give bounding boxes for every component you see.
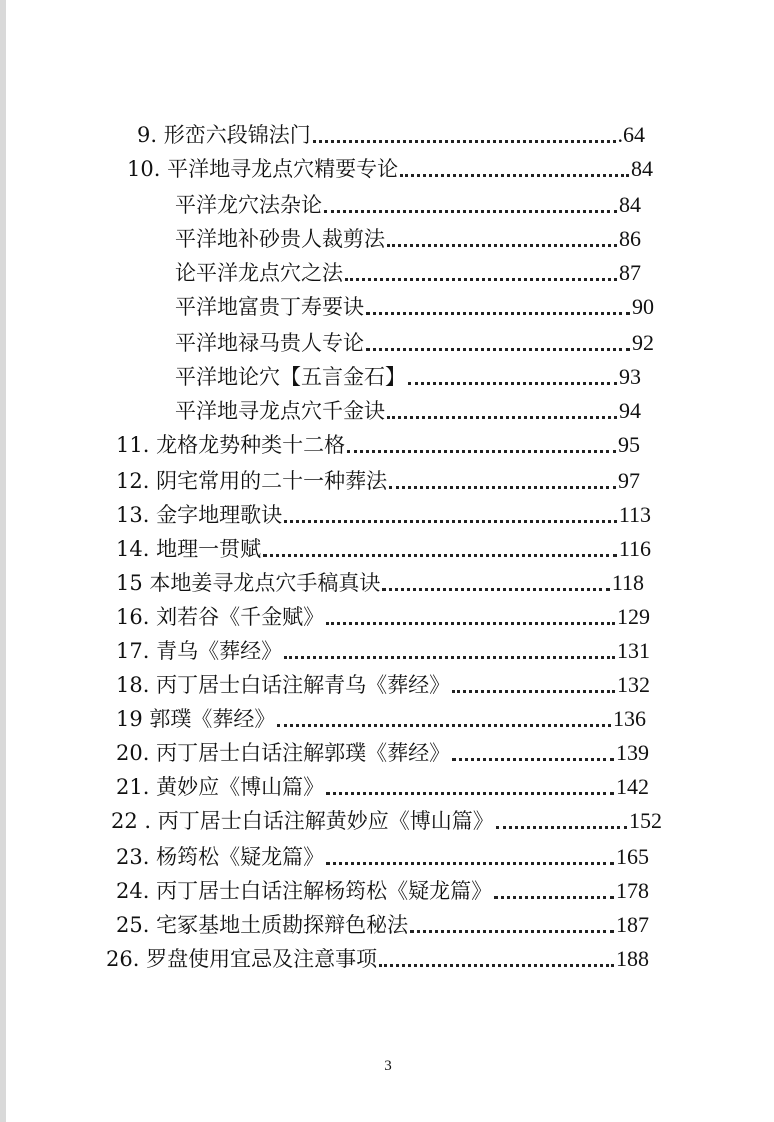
toc-entry-title: 26. 罗盘使用宜忌及注意事项: [106, 947, 378, 971]
toc-entry-title: 平洋地禄马贵人专论: [175, 331, 364, 355]
toc-entry-title: 24. 丙丁居士白话注解杨筠松《疑龙篇》: [116, 879, 493, 903]
toc-entry: [175, 222, 641, 256]
toc-entry-page: 188: [616, 946, 649, 971]
toc-entry-title: 10. 平洋地寻龙点穴精要专论: [127, 157, 399, 181]
toc-entry: [175, 290, 654, 324]
toc-leader: [494, 896, 614, 899]
toc-entry-page: 92: [632, 330, 654, 355]
toc-entry-title: 19 郭璞《葬经》: [116, 707, 276, 731]
toc-leader: [326, 792, 614, 795]
toc-entry-title: 平洋地论穴【五言金石】: [175, 365, 406, 389]
toc-entry-page: 97: [618, 468, 640, 493]
toc-entry-title: 20. 丙丁居士白话注解郭璞《葬经》: [116, 741, 451, 765]
toc-leader: [324, 210, 617, 213]
toc-leader: [277, 724, 611, 727]
toc-entry-page: 93: [619, 364, 641, 389]
toc-leader: [326, 862, 614, 865]
toc-entry: [111, 804, 662, 838]
toc-leader: [366, 348, 630, 351]
toc-leader: [284, 520, 617, 523]
toc-entry-title: 平洋龙穴法杂论: [175, 193, 322, 217]
toc-entry-title: 14. 地理一贯赋: [116, 537, 262, 561]
toc-entry-page: 116: [618, 536, 651, 561]
toc-entry: [116, 428, 640, 462]
toc-entry: [137, 118, 645, 152]
toc-entry: [175, 394, 641, 428]
toc-entry: [116, 566, 644, 600]
toc-entry-title: 9. 形峦六段锦法门: [137, 123, 311, 147]
toc-entry-title: 平洋地寻龙点穴千金诀: [175, 399, 385, 423]
toc-entry: [175, 326, 654, 360]
toc-leader: [387, 244, 617, 247]
toc-entry-title: 18. 丙丁居士白话注解青乌《葬经》: [116, 673, 451, 697]
toc-entry-title: 16. 刘若谷《千金赋》: [116, 605, 325, 629]
toc-leader: [284, 656, 615, 659]
toc-entry-title: 平洋地补砂贵人裁剪法: [175, 227, 385, 251]
toc-entry-title: 23. 杨筠松《疑龙篇》: [116, 845, 325, 869]
toc-entry: [116, 600, 650, 634]
toc-entry: [116, 634, 650, 668]
toc-entry-page: 113: [618, 502, 651, 527]
toc-entry: [106, 942, 649, 976]
toc-entry: [116, 668, 650, 702]
toc-leader: [313, 140, 616, 143]
toc-entry-page: 142: [616, 774, 649, 799]
toc-entry-title: 11. 龙格龙势种类十二格: [116, 433, 346, 457]
toc-leader: [387, 416, 617, 419]
toc-leader: [400, 174, 629, 177]
toc-entry-page: .64: [617, 122, 645, 147]
toc-entry-page: 131: [617, 638, 650, 663]
toc-entry: [116, 464, 640, 498]
toc-entry-page: 129: [617, 604, 650, 629]
toc-entry-page: 136: [613, 706, 646, 731]
toc-entry: [116, 532, 651, 566]
toc-entry-page: 87: [619, 260, 641, 285]
toc-leader: [410, 930, 614, 933]
toc-leader: [408, 382, 617, 385]
toc-entry-page: 95: [618, 432, 640, 457]
toc-leader: [452, 758, 614, 761]
toc-entry: [116, 702, 646, 736]
toc-entry-page: 84: [631, 156, 653, 181]
toc-entry: [175, 360, 641, 394]
toc-entry-title: 论平洋龙点穴之法: [175, 261, 343, 285]
toc-entry-page: 86: [619, 226, 641, 251]
toc-entry-title: 13. 金字地理歌诀: [116, 503, 283, 527]
toc-leader: [379, 964, 614, 967]
toc-entry: [116, 736, 649, 770]
toc-entry-title: 17. 青乌《葬经》: [116, 639, 283, 663]
toc-entry-title: 21. 黄妙应《博山篇》: [116, 775, 325, 799]
toc-entry-page: 187: [616, 912, 649, 937]
toc-entry-title: 平洋地富贵丁寿要诀: [175, 295, 364, 319]
toc-entry: [127, 152, 653, 186]
toc-entry: [175, 188, 641, 222]
toc-leader: [326, 622, 615, 625]
toc-entry-title: 12. 阴宅常用的二十一种葬法: [116, 469, 388, 493]
toc-leader: [496, 826, 627, 829]
toc-entry: [116, 840, 649, 874]
toc-entry: [116, 770, 649, 804]
toc-leader: [382, 588, 609, 591]
toc-entry-title: 15 本地姜寻龙点穴手稿真诀: [116, 571, 381, 595]
toc-leader: [347, 450, 616, 453]
page-number: 3: [384, 1058, 392, 1074]
toc-leader: [263, 554, 617, 557]
toc-leader: [345, 278, 617, 281]
toc-entry-page: 132: [617, 672, 650, 697]
toc-entry-page: 84: [619, 192, 641, 217]
toc-leader: [389, 486, 616, 489]
toc-entry: [175, 256, 641, 290]
toc-entry: [116, 498, 651, 532]
toc-leader: [452, 690, 615, 693]
toc-entry-page: 94: [619, 398, 641, 423]
toc-entry-page: 118: [611, 570, 644, 595]
toc-entry-page: 178: [616, 878, 649, 903]
toc-entry-title: 22 . 丙丁居士白话注解黄妙应《博山篇》: [111, 809, 494, 833]
toc-entry-page: 90: [632, 294, 654, 319]
toc-entry: [116, 874, 649, 908]
page-edge: [0, 0, 6, 1122]
toc-entry: [116, 908, 649, 942]
toc-entry-page: 165: [616, 844, 649, 869]
toc-entry-page: 152: [629, 808, 662, 833]
toc-entry-title: 25. 宅冢基地土质勘探辩色秘法: [116, 913, 409, 937]
toc-entry-page: 139: [616, 740, 649, 765]
toc-leader: [366, 312, 630, 315]
